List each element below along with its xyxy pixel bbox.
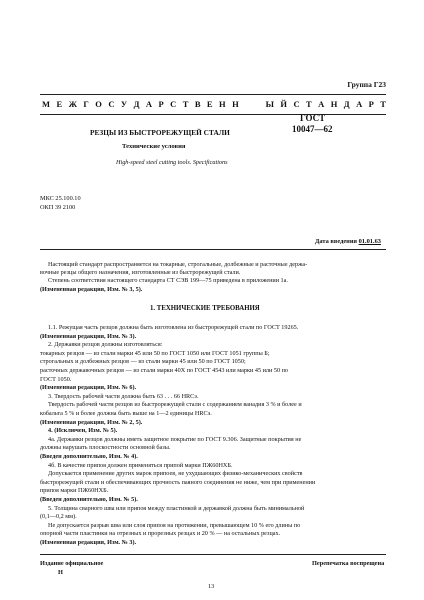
body-line: 4а. Державки резцов должны иметь защитное покрытие по ГОСТ 9.306. Защитные покрытия не: [48, 435, 302, 443]
top-rule: [40, 94, 386, 95]
intro-line: Настоящий стандарт распространяется на токарные, строгальные, долбежные и расточные держа-: [48, 261, 308, 268]
banner-letter: Ы: [265, 99, 274, 109]
classifier-okp: ОКП 39 2100: [40, 204, 76, 211]
body-line: кобальта 5 % и более должна быть выше на 1—2 единицы HRCэ.: [40, 410, 212, 417]
body-line: быстрорежущей стали и обеспечивающих прочность паяного соединения не ниже, чем при применении: [40, 478, 316, 486]
page-number: 13: [208, 583, 215, 590]
banner-letter: Й: [280, 99, 288, 109]
body-line: токарных резцов — из стали марки 45 или 50 по ГОСТ 1050 или ГОСТ 1051 группы Б;: [40, 349, 270, 357]
banner-letter: Д: [133, 99, 140, 109]
body-line: (Введен дополнительно, Изм. № 4).: [40, 453, 138, 460]
body-line: расточных державочных резцов — из стали марки 40Х по ГОСТ 4543 или марки 45 или 50 по: [40, 367, 288, 374]
body-line: 4б. В качестве припоя должен применяться припой марки ПЖ60НХБ.: [48, 461, 233, 469]
banner-letter: Н: [219, 99, 226, 109]
group-code: Группа Г23: [347, 80, 386, 89]
document-subtitle: Технические условия: [122, 143, 186, 150]
banner-gap: [245, 99, 259, 109]
body-line: (Введен дополнительно, Изм. № 5).: [40, 496, 138, 503]
banner-letter: Н: [232, 99, 239, 109]
body-line: припоя марки ПЖ60НХБ.: [40, 487, 109, 495]
banner-letter: С: [170, 99, 177, 109]
intro-line: Степень соответствия настоящего стандарта СТ СЭВ 199—75 приведена в приложении 1а.: [48, 277, 288, 285]
body-line: (Измененная редакция, Изм. № 3).: [40, 539, 137, 546]
body-line: Не допускается разрыв шва или слоя припоя на протяжении, превышающем 10 % его длины по: [48, 521, 301, 529]
section-title: 1. ТЕХНИЧЕСКИЕ ТРЕБОВАНИЯ: [150, 305, 260, 312]
gost-number: 10047—62: [292, 124, 333, 134]
body-line: (Измененная редакция, Изм. № 3).: [40, 332, 137, 340]
banner-letter: Е: [206, 99, 213, 109]
body-line: (Измененная редакция, Изм. № 2, 5).: [40, 418, 143, 426]
banner-letter: Е: [56, 99, 63, 109]
body-line: строгальных и долбежных резцов — из стали марки 45 или 50 по ГОСТ 1050;: [40, 358, 246, 366]
body-line: ГОСТ 1050.: [40, 375, 72, 383]
footer-reprint: Перепечатка воспрещена: [312, 560, 385, 567]
banner-letter: Т: [182, 99, 189, 109]
intro-line: (Измененная редакция, Изм. № 3, 5).: [40, 285, 143, 293]
banner-letter: А: [356, 99, 363, 109]
banner-rule: [40, 114, 386, 115]
standard-banner: [42, 99, 386, 109]
classifier-mks: МКС 25.100.10: [40, 195, 81, 202]
body-line: 1.1. Режущая часть резцов должна быть изготовлена из быстрорежущей стали по ГОСТ 19265.: [48, 324, 299, 331]
intro-date-value: 01.01.63: [358, 238, 381, 245]
banner-letter: Р: [368, 99, 374, 109]
footer-official-sub: Н: [58, 569, 63, 576]
banner-letter: В: [194, 99, 201, 109]
body-line: должны нарушать плоскостности основной базы.: [40, 444, 171, 452]
body-line: Твердость рабочей части резцов из быстрорежущей стали с содержанием ванадия 3 % и более и: [48, 401, 302, 409]
banner-letter: Г: [83, 99, 89, 109]
banner-letter: Н: [330, 99, 338, 109]
banner-letter: С: [108, 99, 115, 109]
footer-official: Издание официальное: [40, 560, 104, 567]
banner-letter: М: [42, 99, 51, 109]
banner-letter: А: [318, 99, 325, 109]
body-line: 5. Толщина сварного шва или припоя между пластинкой и державкой должна быть минимальной: [48, 504, 305, 512]
body-line: 2. Державки резцов должны изготовляться:: [48, 341, 163, 349]
english-title: High-speed steel cutting tools. Specifications: [116, 159, 228, 166]
banner-letter: Р: [158, 99, 164, 109]
intro-date-label: Дата введения: [315, 238, 357, 245]
footer-rule: [40, 554, 386, 555]
body-line: 3. Твердость рабочей части должна быть 63 . . . 66 HRCэ.: [48, 392, 199, 400]
banner-letter: Д: [343, 99, 350, 109]
gost-label: ГОСТ: [300, 113, 326, 123]
body-line: 4. (Исключен, Изм. № 5).: [48, 427, 118, 435]
intro-line: вочные резцы общего назначения, изготовленные из быстрорежущей стали.: [40, 269, 241, 277]
intro-rule: [40, 249, 386, 250]
body-line: (Измененная редакция, Изм. № 6).: [40, 384, 137, 392]
document-title: РЕЗЦЫ ИЗ БЫСТРОРЕЖУЩЕЙ СТАЛИ: [90, 128, 230, 137]
banner-letter: А: [145, 99, 153, 109]
banner-letter: О: [95, 99, 102, 109]
banner-letter: С: [293, 99, 300, 109]
body-line: (0,1—0,2 мм).: [40, 513, 77, 521]
body-line: Допускается применение других марок припоев, не ухудшающих физико-механических свойств: [48, 470, 303, 478]
banner-letter: У: [120, 99, 128, 109]
body-line: опорной части пластинки на отрезных и прорезных резцах и 20 % — на остальных резцах.: [40, 530, 281, 538]
banner-letter: Т: [306, 99, 312, 109]
banner-letter: Ж: [68, 99, 77, 109]
intro-date: [315, 238, 381, 245]
banner-letter: Т: [380, 99, 386, 109]
